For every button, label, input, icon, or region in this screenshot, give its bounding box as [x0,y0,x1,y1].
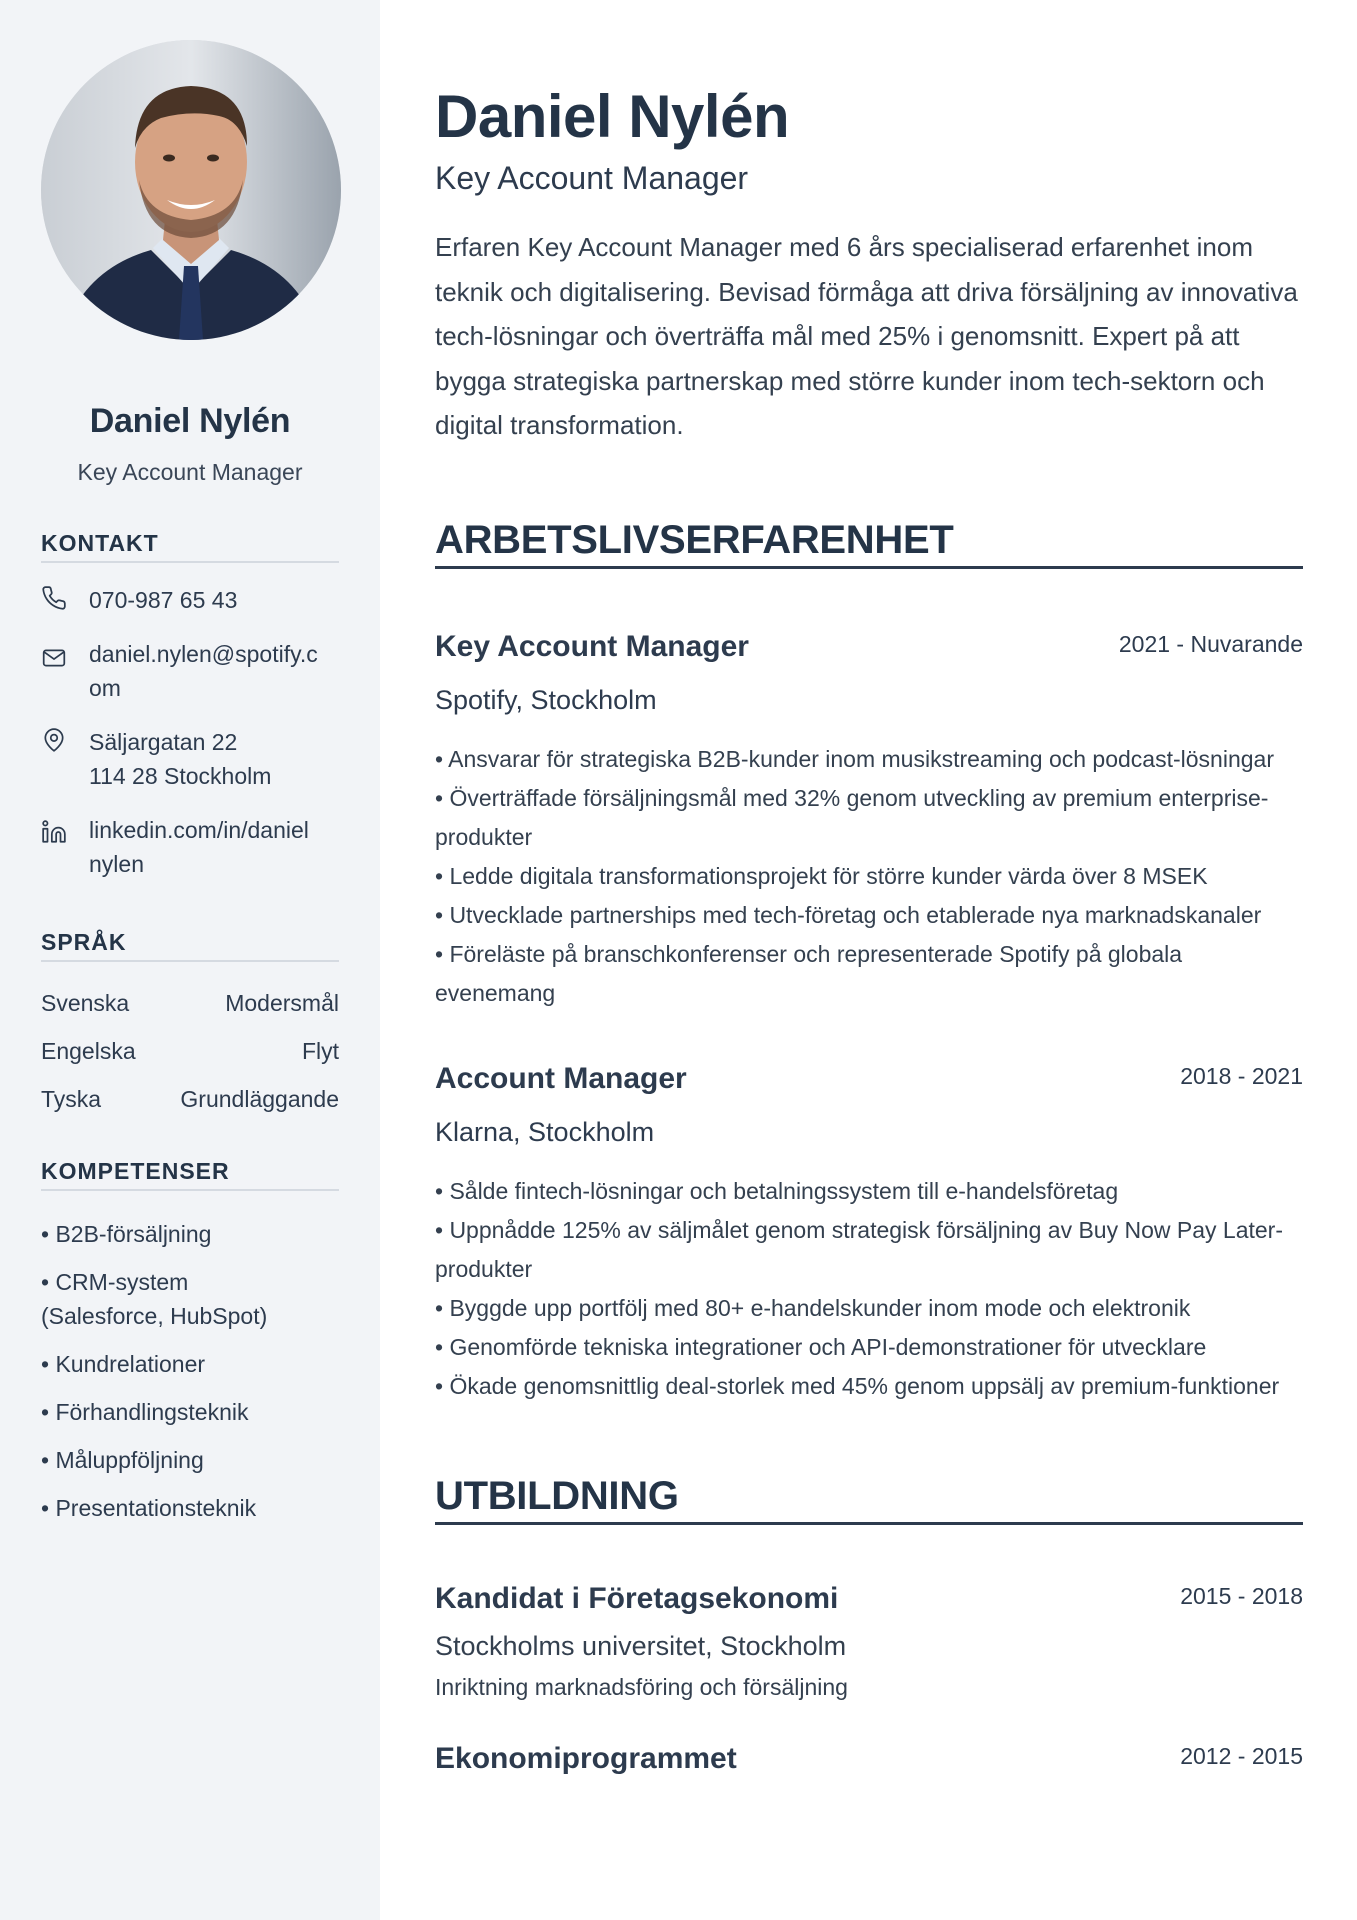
contact-linkedin [41,813,339,881]
skill-item: • CRM-system (Salesforce, HubSpot) [41,1269,268,1329]
language-level: Grundläggande [180,1086,339,1112]
job-bullet: • Överträffade försäljningsmål med 32% genom utveckling av premium enterprise-produkter [435,784,1269,850]
skills-heading: KOMPETENSER [41,1158,339,1191]
phone-number[interactable]: 070-987 65 43 [89,587,238,613]
main-content [380,0,1357,1920]
job-bullet: • Genomförde tekniska integrationer och API-demonstrationer för utvecklare [435,1333,1207,1360]
experience-section [435,516,1303,1406]
education-heading: UTBILDNING [435,1472,1303,1525]
education-header [435,1741,1303,1777]
job-role: Account Manager [435,1061,687,1095]
sidebar-name: Daniel Nylén [89,402,291,440]
job-bullet: • Uppnådde 125% av säljmålet genom strategisk försäljning av Buy Now Pay Later-produkter [435,1216,1283,1282]
contact-list [41,583,339,881]
contact-email [41,637,339,705]
job-company: Klarna, Stockholm [435,1116,655,1147]
languages-section [41,929,339,1114]
education-school: Stockholms universitet, Stockholm [435,1630,847,1661]
skill-item: • B2B-försäljning [41,1221,212,1247]
contact-address [41,725,339,793]
experience-heading: ARBETSLIVSERFARENHET [435,516,1303,569]
job-role: Key Account Manager [435,629,749,663]
location-pin-icon [41,725,89,753]
sidebar-job-title: Key Account Manager [77,459,303,485]
linkedin-icon [41,813,89,845]
job-dates: 2018 - 2021 [1180,1062,1303,1089]
linkedin-url[interactable]: linkedin.com/in/daniel nylen [89,817,309,877]
sidebar [0,0,380,1920]
job-bullet: • Byggde upp portfölj med 80+ e-handelskunder inom mode och elektronik [435,1294,1191,1321]
job-bullet: • Ledde digitala transformationsprojekt för större kunder värda över 8 MSEK [435,862,1208,889]
languages-list [41,988,339,1114]
language-name: Engelska [41,1038,136,1064]
language-name: Tyska [41,1086,102,1112]
job-bullets [435,740,1303,1013]
education-dates: 2015 - 2018 [1180,1582,1303,1609]
language-row [41,988,339,1018]
job-entry [435,1061,1303,1406]
profile-summary: Erfaren Key Account Manager med 6 års specialiserad erfarenhet inom teknik och digitalisering. Bevisad förmåga att driva försäljning av innovativa tech-lösningar och överträffa mål med 25% i genomsnitt. Expert på att bygga strategiska partnerskap med större kunder inom tech-sektorn och digital transformation. [435,232,1298,440]
education-degree: Ekonomiprogrammet [435,1741,737,1775]
education-degree: Kandidat i Företagsekonomi [435,1581,839,1615]
education-entry [435,1581,1303,1701]
profile-photo-image [41,40,341,340]
mail-icon [41,637,89,671]
language-name: Svenska [41,990,130,1016]
languages-heading: SPRÅK [41,929,339,962]
contact-section [41,530,339,881]
email-address[interactable]: daniel.nylen@spotify.c om [89,641,318,701]
education-detail: Inriktning marknadsföring och försäljning [435,1673,848,1700]
job-header [435,1061,1303,1097]
skill-item: • Måluppföljning [41,1447,204,1473]
contact-phone [41,583,339,617]
job-title: Key Account Manager [435,160,749,196]
job-header [435,629,1303,665]
skill-item: • Presentationsteknik [41,1495,257,1521]
postal-address: Säljargatan 22 114 28 Stockholm [89,729,272,789]
contact-heading: KONTAKT [41,530,339,563]
language-level: Modersmål [225,990,339,1016]
phone-icon [41,583,89,611]
skills-section [41,1158,339,1525]
skill-item: • Förhandlingsteknik [41,1399,249,1425]
language-level: Flyt [301,1038,339,1064]
job-dates: 2021 - Nuvarande [1118,630,1303,657]
skills-list [41,1217,339,1525]
job-bullet: • Sålde fintech-lösningar och betalningssystem till e-handelsföretag [435,1177,1119,1204]
education-section [435,1472,1303,1777]
job-bullet: • Ansvarar för strategiska B2B-kunder inom musikstreaming och podcast-lösningar [435,745,1274,772]
profile-photo [41,40,341,340]
education-entry [435,1741,1303,1777]
education-dates: 2012 - 2015 [1180,1742,1303,1769]
education-header [435,1581,1303,1617]
language-row [41,1036,339,1066]
page-title: Daniel Nylén [435,83,790,150]
language-row [41,1084,339,1114]
job-bullets [435,1172,1303,1406]
job-bullet: • Utvecklade partnerships med tech-företag och etablerade nya marknadskanaler [435,901,1262,928]
job-company: Spotify, Stockholm [435,684,657,715]
skill-item: • Kundrelationer [41,1351,206,1377]
job-bullet: • Ökade genomsnittlig deal-storlek med 45% genom uppsälj av premium-funktioner [435,1372,1280,1399]
job-entry [435,629,1303,1013]
job-bullet: • Föreläste på branschkonferenser och representerade Spotify på globala evenemang [435,940,1183,1006]
